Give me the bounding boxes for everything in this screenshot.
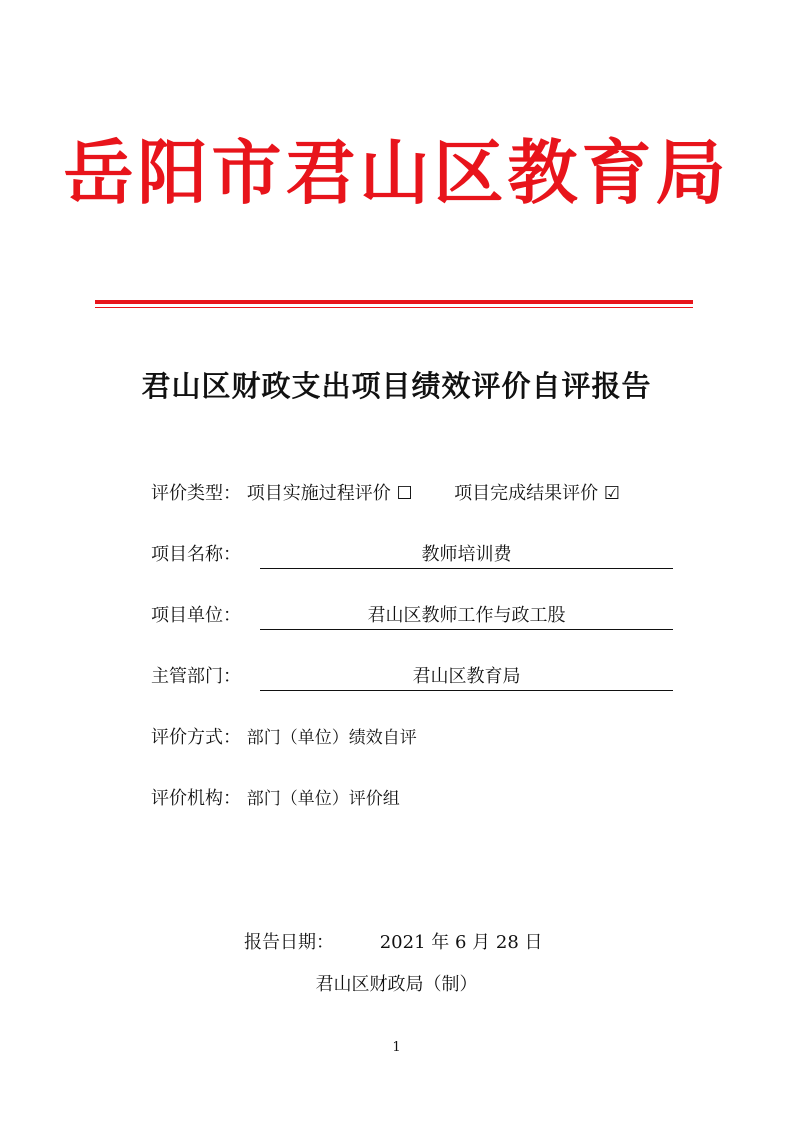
result-evaluation-checkbox[interactable]: ☑ (603, 483, 620, 504)
project-name-row (151, 540, 512, 570)
masthead-rule-thick (95, 300, 693, 304)
project-unit-field (260, 601, 673, 630)
agency-label: 评价机构： (151, 788, 241, 809)
report-date-label: 报告日期： (244, 932, 334, 953)
project-unit-row (151, 601, 566, 631)
evaluation-type-row (151, 479, 620, 509)
department-label: 主管部门： (151, 666, 241, 687)
masthead-rule-thin (95, 307, 693, 308)
project-name-label: 项目名称： (151, 544, 241, 565)
page-number: 1 (392, 1040, 401, 1055)
department-row (151, 662, 521, 692)
process-evaluation-option: 项目实施过程评价 (246, 483, 391, 504)
project-name-field (260, 540, 673, 569)
masthead-title: 岳阳市君山区教育局 (63, 131, 730, 214)
method-label: 评价方式： (151, 727, 241, 748)
issuer: 君山区财政局（制） (315, 974, 478, 995)
method-value: 部门（单位）绩效自评 (246, 728, 417, 748)
result-evaluation-option: 项目完成结果评价 (454, 483, 599, 504)
project-name-value: 教师培训费 (421, 544, 512, 565)
department-field (260, 662, 673, 691)
project-unit-value: 君山区教师工作与政工股 (367, 605, 566, 626)
report-date-row (244, 928, 543, 954)
project-unit-label: 项目单位： (151, 605, 241, 626)
report-title: 君山区财政支出项目绩效评价自评报告 (141, 369, 652, 403)
evaluation-type-label: 评价类型： (151, 483, 241, 504)
agency-value: 部门（单位）评价组 (246, 789, 400, 809)
report-date-value: 2021 年 6 月 28 日 (379, 932, 543, 953)
method-row (151, 723, 417, 753)
department-value: 君山区教育局 (412, 666, 521, 687)
agency-row (151, 784, 400, 814)
process-evaluation-checkbox[interactable]: ☐ (396, 483, 413, 504)
